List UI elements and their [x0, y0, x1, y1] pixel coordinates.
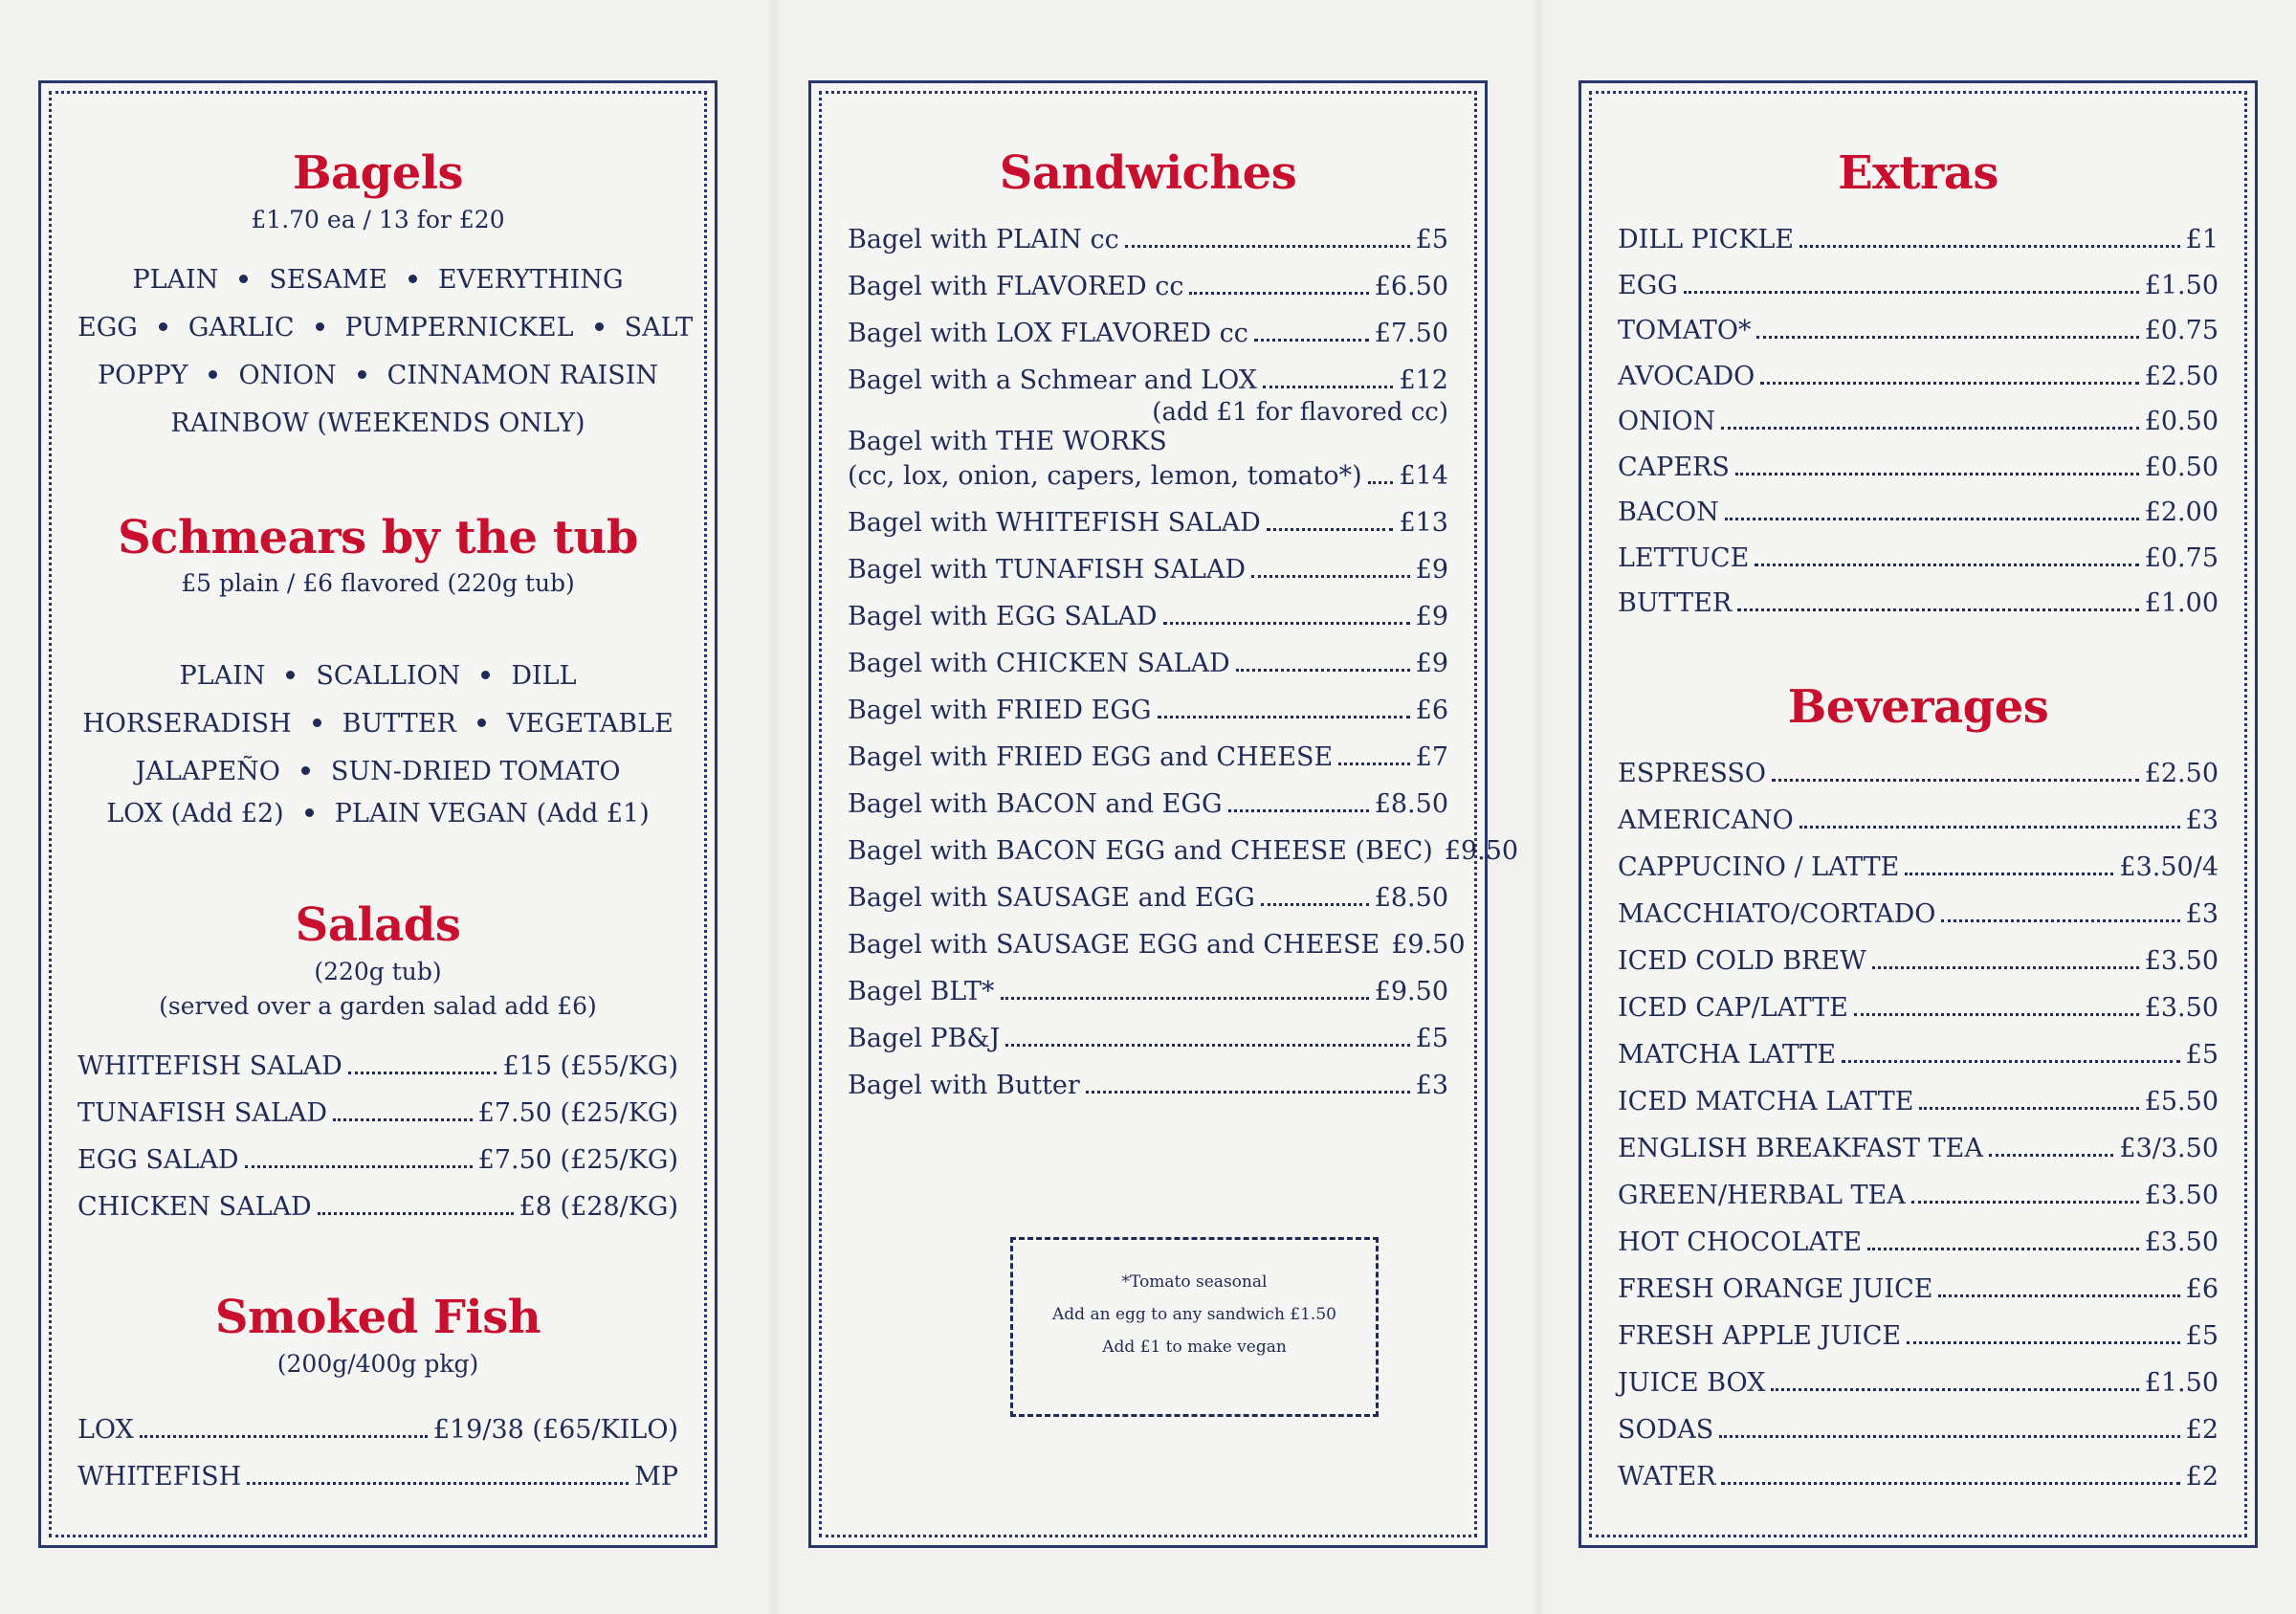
leader-dots [1368, 481, 1394, 484]
sandwiches-heading: Sandwiches [999, 146, 1297, 200]
menu-variety: EGG [77, 313, 138, 343]
separator-dot [159, 322, 167, 331]
leader-dots [1725, 518, 2139, 520]
item-price: £7.50 (£25/KG) [477, 1098, 678, 1128]
item-name: ICED CAP/LATTE [1618, 993, 1848, 1023]
schmears-line-3 [77, 757, 678, 786]
item-price: £5 [1415, 1024, 1448, 1053]
leader-dots [1251, 575, 1410, 578]
schmears-line-4 [77, 799, 678, 829]
item-name: CAPPUCINO / LATTE [1618, 852, 1900, 882]
menu-variety: LOX (Add £2) [106, 799, 284, 829]
item-price: £6.50 [1374, 272, 1448, 301]
menu-row [848, 508, 1448, 538]
menu-row [1618, 588, 2219, 618]
menu-variety: ONION [238, 361, 337, 390]
separator-dot [408, 275, 417, 283]
panel-right [1578, 80, 2258, 1548]
menu-row [1618, 1368, 2219, 1398]
item-name: CAPERS [1618, 452, 1730, 482]
menu-row [1618, 1181, 2219, 1210]
menu-row [77, 1098, 678, 1128]
item-name: BUTTER [1618, 588, 1733, 618]
menu-variety: PUMPERNICKEL [344, 313, 574, 343]
item-price: £2.50 [2144, 361, 2219, 391]
item-name: WATER [1618, 1462, 1716, 1492]
separator-dot [301, 766, 310, 775]
menu-row [848, 789, 1448, 819]
item-name: TOMATO* [1618, 316, 1752, 345]
menu-row [1618, 1274, 2219, 1304]
smoked-fish-heading: Smoked Fish [214, 1291, 541, 1344]
item-price: £5 [1415, 225, 1448, 254]
item-price: £15 (£55/KG) [502, 1051, 678, 1081]
menu-variety: CINNAMON RAISIN [386, 361, 658, 390]
menu-row [848, 930, 1466, 960]
menu-row [1618, 407, 2219, 436]
leader-dots [1907, 1341, 2180, 1344]
menu-variety: DILL [511, 661, 577, 691]
item-name: Bagel with BACON and EGG [848, 789, 1223, 819]
leader-dots [1001, 997, 1369, 1000]
leader-dots [1236, 669, 1410, 672]
menu-row [1618, 852, 2219, 882]
smoked-fish-sub: (200g/400g pkg) [276, 1350, 479, 1378]
menu-row [848, 742, 1448, 772]
menu-row [848, 427, 1448, 456]
menu-row [1618, 362, 2219, 391]
menu-row [848, 1024, 1448, 1053]
item-name: EGG SALAD [77, 1145, 239, 1175]
leader-dots [1163, 622, 1410, 625]
item-name: Bagel with a Schmear and LOX [848, 365, 1258, 395]
separator-dot [358, 370, 366, 379]
item-price: £2.50 [2144, 759, 2219, 788]
item-price: £1.50 [2144, 270, 2219, 300]
item-price: £0.75 [2144, 542, 2219, 573]
leader-dots [1755, 564, 2138, 566]
menu-row [848, 225, 1448, 254]
schmears-heading: Schmears by the tub [118, 511, 638, 564]
item-price: £3 [2185, 806, 2219, 835]
note-vegan: Add £1 to make vegan [1102, 1338, 1287, 1357]
item-price: £1.50 [2144, 1368, 2219, 1398]
leader-dots [1941, 919, 2179, 922]
fold-line-left [766, 0, 780, 1614]
item-price: £9 [1415, 555, 1448, 585]
menu-row [1618, 946, 2219, 976]
item-price: MP [634, 1462, 678, 1492]
separator-dot [477, 719, 486, 727]
item-name: SODAS [1618, 1415, 1714, 1445]
menu-row [1618, 271, 2219, 300]
item-price: £7.50 (£25/KG) [477, 1145, 678, 1175]
leader-dots [1125, 245, 1410, 248]
item-name: FRESH ORANGE JUICE [1618, 1274, 1933, 1304]
menu-row [1618, 806, 2219, 835]
leader-dots [1721, 1482, 2179, 1485]
menu-row [1618, 1462, 2219, 1492]
item-name: AMERICANO [1618, 806, 1794, 835]
item-name: AVOCADO [1618, 361, 1755, 391]
leader-dots [1919, 1107, 2138, 1110]
separator-dot [481, 671, 490, 679]
menu-variety: GARLIC [188, 313, 295, 343]
item-name: Bagel PB&J [848, 1024, 1001, 1053]
fold-line-right [1532, 0, 1545, 1614]
sandwich-notes-box [1010, 1237, 1379, 1417]
bagels-heading: Bagels [292, 146, 464, 200]
item-name: (cc, lox, onion, capers, lemon, tomato*) [848, 461, 1362, 491]
leader-dots [1771, 1388, 2138, 1391]
leader-dots [1721, 427, 2139, 430]
item-name: Bagel with PLAIN cc [848, 225, 1119, 254]
leader-dots [1338, 763, 1409, 765]
leader-dots [333, 1118, 473, 1121]
menu-row [848, 602, 1448, 631]
leader-dots [1684, 291, 2139, 294]
item-name: Bagel BLT* [848, 977, 995, 1006]
item-name: ENGLISH BREAKFAST TEA [1618, 1134, 1983, 1163]
menu-variety: JALAPEÑO [135, 757, 280, 786]
menu-variety: SCALLION [316, 661, 461, 691]
item-price: £3.50 [2144, 1227, 2219, 1257]
menu-variety: SALT [624, 313, 694, 343]
leader-dots [1756, 336, 2138, 339]
item-price: £0.50 [2144, 452, 2219, 482]
leader-dots [1989, 1154, 2114, 1157]
menu-row [848, 319, 1448, 348]
item-price: £12 [1399, 365, 1448, 395]
leader-dots [1938, 1294, 2179, 1297]
menu-variety: SUN-DRIED TOMATO [330, 757, 621, 786]
item-price: £5 [2185, 1040, 2219, 1070]
menu-row [77, 1192, 678, 1222]
separator-dot [313, 719, 321, 727]
item-price: £9.50 [1374, 977, 1448, 1006]
item-name: LETTUCE [1618, 542, 1750, 573]
leader-dots [1719, 1435, 2179, 1438]
menu-row [1618, 543, 2219, 573]
menu-row [848, 555, 1448, 585]
item-name: Bagel with BACON EGG and CHEESE (BEC) [848, 836, 1433, 866]
item-name: Bagel with Butter [848, 1071, 1080, 1100]
menu-row [848, 1071, 1448, 1100]
item-name: BACON [1618, 497, 1719, 527]
item-name: JUICE BOX [1618, 1368, 1766, 1398]
separator-dot [305, 808, 314, 817]
item-price: £8 (£28/KG) [519, 1192, 678, 1222]
menu-variety: PLAIN [179, 661, 266, 691]
item-price: £9 [1415, 602, 1448, 631]
item-name: Bagel with CHICKEN SALAD [848, 649, 1230, 678]
item-price: £2.00 [2144, 497, 2219, 527]
salads-sub-2: (served over a garden salad add £6) [159, 992, 597, 1020]
menu-row [1618, 899, 2219, 929]
leader-dots [1867, 1248, 2139, 1250]
item-name: Bagel with FRIED EGG and CHEESE [848, 742, 1334, 772]
leader-dots [1254, 339, 1369, 342]
note-tomato: *Tomato seasonal [1121, 1272, 1268, 1292]
item-name: EGG [1618, 270, 1678, 300]
leader-dots [245, 1165, 473, 1168]
item-name: ESPRESSO [1618, 759, 1767, 788]
bagels-line-1 [77, 265, 678, 295]
leader-dots [1799, 245, 2180, 248]
menu-row [1618, 1321, 2219, 1351]
menu-row [1618, 1040, 2219, 1070]
leader-dots [1842, 1060, 2179, 1063]
panel-middle [808, 80, 1519, 1548]
leader-dots [1799, 826, 2180, 829]
menu-variety: HORSERADISH [82, 709, 292, 739]
item-name: HOT CHOCOLATE [1618, 1227, 1863, 1257]
schmears-line-2 [77, 709, 678, 739]
item-name: Bagel with TUNAFISH SALAD [848, 555, 1246, 585]
menu-row [1618, 1134, 2219, 1163]
menu-row [77, 1462, 678, 1492]
item-price: £9 [1415, 649, 1448, 678]
item-price: £3 [2185, 899, 2219, 929]
item-name: DILL PICKLE [1618, 225, 1795, 254]
leader-dots [1263, 386, 1393, 388]
menu-row [848, 649, 1448, 678]
item-price: £14 [1399, 461, 1448, 491]
leader-dots [1737, 608, 2139, 611]
item-name: Bagel with SAUSAGE and EGG [848, 883, 1255, 913]
separator-dot [209, 370, 217, 379]
menu-row [848, 883, 1448, 913]
leader-dots [1189, 292, 1368, 295]
separator-dot [595, 322, 604, 331]
bagels-line-3 [77, 361, 678, 390]
bagels-line-2 [77, 313, 694, 343]
item-name: Bagel with WHITEFISH SALAD [848, 508, 1261, 538]
item-name: Bagel with LOX FLAVORED cc [848, 319, 1248, 348]
separator-dot [239, 275, 248, 283]
item-price: £7 [1415, 742, 1448, 772]
bagels-line-4: RAINBOW (WEEKENDS ONLY) [170, 409, 585, 438]
leader-dots [1086, 1091, 1410, 1094]
menu-row [848, 461, 1448, 491]
panel-left [38, 80, 718, 1548]
item-price: £3 [1415, 1071, 1448, 1100]
item-price: £5.50 [2144, 1087, 2219, 1117]
menu-variety: POPPY [98, 361, 188, 390]
item-price: £5 [2185, 1321, 2219, 1351]
menu-row [1618, 1087, 2219, 1117]
item-price: £1.00 [2144, 588, 2219, 618]
leader-dots [247, 1482, 629, 1485]
item-name: WHITEFISH SALAD [77, 1051, 342, 1081]
item-name: Bagel with FRIED EGG [848, 696, 1152, 725]
menu-row [1618, 1415, 2219, 1445]
item-price: £3.50 [2144, 1181, 2219, 1210]
menu-row [848, 696, 1448, 725]
menu-row [1618, 453, 2219, 482]
salads-sub-1: (220g tub) [314, 958, 442, 985]
item-price: £2 [2185, 1415, 2219, 1445]
bagels-price: £1.70 ea / 13 for £20 [251, 206, 505, 233]
item-name: Bagel with EGG SALAD [848, 602, 1158, 631]
separator-dot [316, 322, 324, 331]
menu-variety: PLAIN [132, 265, 219, 295]
item-name: LOX [77, 1415, 134, 1445]
leader-dots [140, 1435, 428, 1438]
leader-dots [1772, 779, 2139, 782]
item-name: ICED MATCHA LATTE [1618, 1087, 1914, 1117]
item-price: £0.75 [2144, 316, 2219, 345]
item-name: Bagel with SAUSAGE EGG and CHEESE [848, 930, 1380, 960]
item-price: £8.50 [1374, 789, 1448, 819]
menu-row [77, 1051, 678, 1081]
item-price: £9.50 [1444, 836, 1519, 866]
menu-row [1618, 759, 2219, 788]
menu-row [77, 1145, 678, 1175]
menu-row [1618, 1227, 2219, 1257]
leader-dots [1760, 382, 2138, 385]
item-name: CHICKEN SALAD [77, 1192, 312, 1222]
leader-dots [1228, 809, 1369, 812]
salads-heading: Salads [295, 898, 461, 952]
item-name: MATCHA LATTE [1618, 1040, 1837, 1070]
item-name: Bagel with THE WORKS [848, 427, 1167, 456]
item-price: £3.50 [2144, 993, 2219, 1023]
leader-dots [1854, 1013, 2139, 1016]
leader-dots [1905, 873, 2113, 875]
menu-variety: PLAIN VEGAN (Add £1) [334, 799, 650, 829]
item-price: £9.50 [1391, 930, 1466, 960]
item-name: ONION [1618, 407, 1716, 436]
menu-variety: VEGETABLE [506, 709, 673, 739]
leader-dots [1735, 473, 2139, 475]
extras-heading: Extras [1838, 146, 1998, 200]
leader-dots [318, 1212, 514, 1215]
item-price: £1 [2185, 225, 2219, 254]
separator-dot [286, 671, 295, 679]
beverages-heading: Beverages [1787, 680, 2049, 734]
item-name: GREEN/HERBAL TEA [1618, 1181, 1906, 1210]
schmears-price: £5 plain / £6 flavored (220g tub) [181, 569, 575, 597]
item-name: FRESH APPLE JUICE [1618, 1321, 1902, 1351]
menu-variety: BUTTER [342, 709, 456, 739]
note-egg: Add an egg to any sandwich £1.50 [1052, 1305, 1336, 1324]
item-price: £0.50 [2144, 407, 2219, 436]
item-price: £2 [2185, 1462, 2219, 1492]
leader-dots [1911, 1201, 2139, 1204]
item-price: £6 [2185, 1274, 2219, 1304]
menu-row [848, 365, 1448, 427]
item-name: TUNAFISH SALAD [77, 1098, 327, 1128]
menu-variety: SESAME [269, 265, 387, 295]
leader-dots [1261, 903, 1369, 906]
menu-row [1618, 225, 2219, 254]
item-price: £3.50 [2144, 946, 2219, 976]
item-name: Bagel with FLAVORED cc [848, 272, 1184, 301]
item-name: ICED COLD BREW [1618, 946, 1866, 976]
item-price: £3.50/4 [2119, 852, 2219, 882]
menu-row [1618, 993, 2219, 1023]
item-price: £8.50 [1374, 883, 1448, 913]
menu-row [1618, 316, 2219, 345]
item-name: WHITEFISH [77, 1462, 242, 1492]
leader-dots [1872, 966, 2139, 969]
menu-row [77, 1415, 678, 1445]
item-note: (add £1 for flavored cc) [1152, 398, 1448, 427]
menu-row [848, 836, 1519, 866]
item-price: £6 [1415, 696, 1448, 725]
leader-dots [348, 1072, 497, 1074]
item-price: £7.50 [1374, 319, 1448, 348]
item-price: £3/3.50 [2119, 1134, 2219, 1163]
leader-dots [1158, 716, 1410, 719]
item-price: £19/38 (£65/KILO) [432, 1415, 678, 1445]
item-name: MACCHIATO/CORTADO [1618, 899, 1936, 929]
menu-variety: EVERYTHING [437, 265, 624, 295]
menu-row [848, 272, 1448, 301]
menu-row [848, 977, 1448, 1006]
leader-dots [1267, 528, 1394, 531]
menu-row [1618, 497, 2219, 527]
item-price: £13 [1399, 508, 1448, 538]
leader-dots [1005, 1044, 1409, 1047]
schmears-line-1 [77, 661, 678, 691]
